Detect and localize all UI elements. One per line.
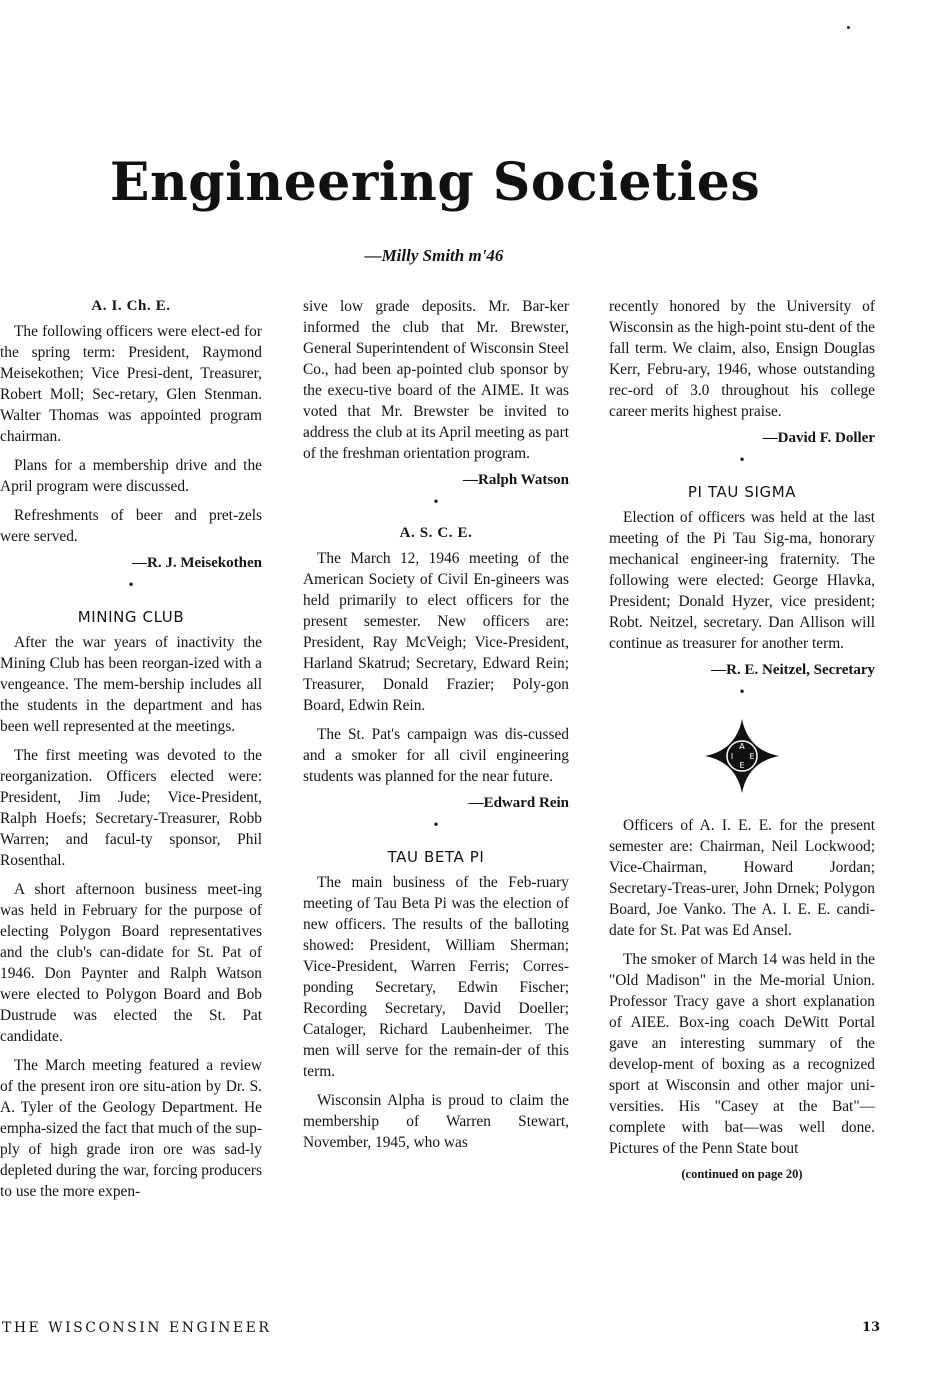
heading-mining-club: MINING CLUB [77, 608, 185, 626]
section-bullet: • [738, 453, 746, 467]
byline: —Milly Smith m'46 [364, 246, 504, 265]
emblem-letter: I [730, 752, 734, 761]
column-3 [609, 296, 875, 1182]
column-1 [0, 296, 262, 1210]
section-bullet: • [432, 818, 440, 832]
footer-publication: THE WISCONSIN ENGINEER [2, 1320, 272, 1336]
paragraph: The March 12, 1946 meeting of the American Society of Civil En-gineers was held primarily to elect officers for the present semester. New officers are: President, Ray McVeigh; Vice-President, Harland Skatrud; Secretary, Edward Rein; Treasurer, Donald Frazier; Poly-gon Board, Edwin Rein. [303, 550, 569, 714]
heading-tau-beta-pi: TAU BETA PI [387, 848, 485, 866]
section-bullet: • [432, 495, 440, 509]
section-bullet: • [738, 685, 746, 699]
paragraph: The main business of the Feb-ruary meeting of Tau Beta Pi was the election of new officers. The results of the balloting showed: President, William Sherman; Vice-President, Warren Ferris; Corres-ponding Secretary, Edwin Fischer; Recording Secretary, David Doeller; Cataloger, Richard Laubenheimer. The men will serve for the remain-der of this term. [303, 874, 569, 1080]
continued-note: (continued on page 20) [681, 1167, 803, 1181]
signature: —R. E. Neitzel, Secretary [711, 662, 875, 678]
aiee-emblem-icon [703, 717, 781, 795]
paragraph: recently honored by the University of Wisconsin as the high-point stu-dent of the fall term. We claim, also, Ensign Douglas Kerr, Febru-ary, 1946, whose outstanding rec-ord of 3.0 throughout his college career merits highest praise. [609, 298, 875, 420]
paragraph: sive low grade deposits. Mr. Bar-ker informed the club that Mr. Brewster, General Superintendent of Wisconsin Steel Co., had been ap-pointed club sponsor by the execu-tive board of the AIME. It was voted that Mr. Brewster be invited to address the club at its April meeting as part of the freshman orientation program. [303, 298, 569, 462]
emblem-letter: E [749, 752, 755, 761]
paragraph: Wisconsin Alpha is proud to claim the membership of Warren Stewart, November, 1945, who was [303, 1092, 569, 1151]
paragraph: Election of officers was held at the last meeting of the Pi Tau Sig-ma, honorary mechanical engineer-ing fraternity. The following were elected: George Hlavka, President; Donald Hyzer, vice president; Robt. Neitzel, secretary. Dan Allison will continue as treasurer for another term. [609, 509, 875, 652]
signature: —R. J. Meisekothen [132, 555, 262, 571]
paragraph: Refreshments of beer and pret-zels were served. [0, 507, 262, 545]
emblem-letter: E [739, 761, 745, 770]
signature: —Ralph Watson [462, 472, 569, 488]
paragraph: The first meeting was devoted to the reorganization. Officers elected were: President, Jim Jude; Vice-President, Ralph Hoefs; Secretary-Treasurer, Robb Warren; and facul-ty sponsor, Phil Rosenthal. [0, 747, 262, 869]
signature: —Edward Rein [468, 795, 569, 811]
paragraph: The smoker of March 14 was held in the "Old Madison" in the Me-morial Union. Professor Tracy gave a short explanation of AIEE. Box-ing coach DeWitt Portal gave an interesting summary of the develop-ment of boxing as a recognized sport at Wisconsin and other major uni-versities. His "Casey at the Bat"— complete with bat—was well done. Pictures of the Penn State bout [609, 951, 875, 1157]
column-2 [303, 296, 569, 1161]
paragraph: Officers of A. I. E. E. for the present semester are: Chairman, Neil Lockwood; Vice-Chairman, Howard Jordan; Secretary-Treas-urer, John Drnek; Polygon Board, Joe Vanko. The A. I. E. E. candi-date for St. Pat was Ed Ansel. [609, 817, 875, 939]
signature: —David F. Doller [762, 430, 875, 446]
page-speck [847, 26, 850, 29]
heading-aiche: A. I. Ch. E. [91, 298, 171, 314]
paragraph: The St. Pat's campaign was dis-cussed and a smoker for all civil engineering students was planned for the near future. [303, 726, 569, 785]
paragraph: A short afternoon business meet-ing was held in February for the purpose of electing Polygon Board representatives and the club's can-didate for St. Pat of 1946. Don Paynter and Ralph Watson were elected to Polygon Board and Bob Dustrude was elected the St. Pat candidate. [0, 881, 262, 1045]
paragraph: After the war years of inactivity the Mining Club has been reorgan-ized with a vengeance. The mem-bership includes all the students in the department and has been well represented at the meetings. [0, 634, 262, 735]
paragraph: The following officers were elect-ed for the spring term: President, Raymond Meisekothen; Vice Presi-dent, Treasurer, Robert Moll; Sec-retary, Glen Stenman. Walter Thomas was appointed program chairman. [0, 323, 262, 445]
paragraph: Plans for a membership drive and the April program were discussed. [0, 457, 262, 495]
page-number: 13 [862, 1320, 881, 1335]
paragraph: The March meeting featured a review of the present iron ore situ-ation by Dr. S. A. Tyler of the Geology Department. He empha-sized the fact that much of the sup-ply of high grade iron ore was sad-ly depleted during the war, forcing producers to use the more expen- [0, 1057, 262, 1200]
emblem-letter: A [739, 742, 745, 751]
heading-pi-tau-sigma: PI TAU SIGMA [687, 483, 797, 501]
section-bullet: • [127, 578, 135, 592]
page-title: Engineering Societies [109, 152, 761, 213]
heading-asce: A. S. C. E. [399, 525, 473, 541]
